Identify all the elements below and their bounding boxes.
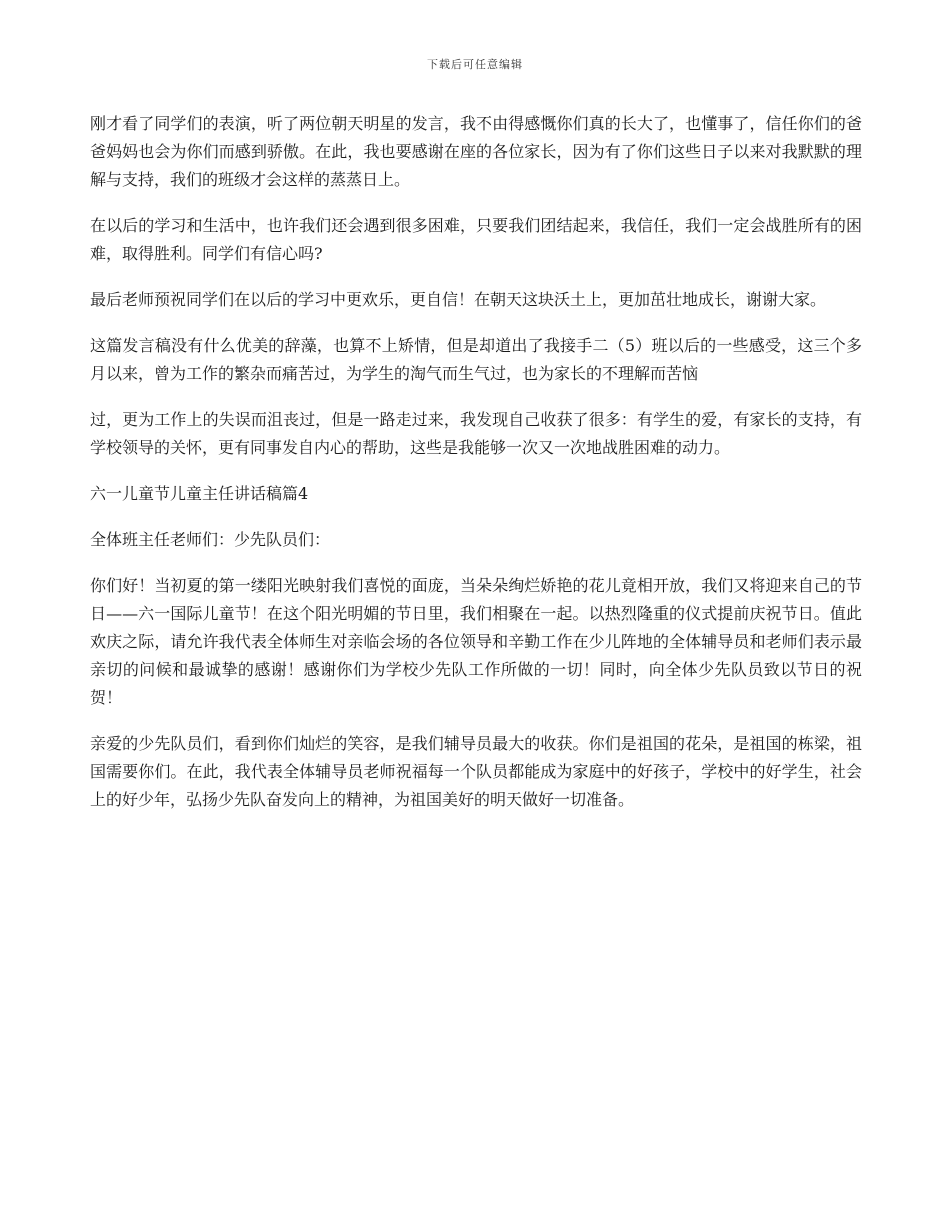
- paragraph: 过，更为工作上的失误而沮丧过，但是一路走过来，我发现自己收获了很多：有学生的爱，有家长的支持，有学校领导的关怀，更有同事发自内心的帮助，这些是我能够一次又一次地战胜困难的动力。: [90, 410, 862, 457]
- paragraph: 亲爱的少先队员们，看到你们灿烂的笑容，是我们辅导员最大的收获。你们是祖国的花朵，是祖国的栋梁，祖国需要你们。在此，我代表全体辅导员老师祝福每一个队员都能成为家庭中的好孩子，学校中的好学生，社会上的好少年，弘扬少先队奋发向上的精神，为祖国美好的明天做好一切准备。: [90, 734, 862, 809]
- paragraph: 在以后的学习和生活中，也许我们还会遇到很多困难，只要我们团结起来，我信任，我们一定会战胜所有的困难，取得胜利。同学们有信心吗?: [90, 216, 862, 263]
- paragraph: 最后老师预祝同学们在以后的学习中更欢乐，更自信！在朝天这块沃土上，更加茁壮地成长，谢谢大家。: [90, 290, 827, 309]
- salutation: 全体班主任老师们：少先队员们：: [90, 530, 331, 549]
- paragraph: 你们好！当初夏的第一缕阳光映射我们喜悦的面庞，当朵朵绚烂娇艳的花儿竟相开放，我们又将迎来自己的节日——六一国际儿童节！在这个阳光明媚的节日里，我们相聚在一起。以热烈隆重的仪式提前庆祝节日。值此欢庆之际，请允许我代表全体师生对亲临会场的各位领导和辛勤工作在少儿阵地的全体辅导员和老师们表示最亲切的问候和最诚挚的感谢！感谢你们为学校少先队工作所做的一切！同时，向全体少先队员致以节日的祝贺！: [90, 576, 862, 707]
- document-body: [90, 110, 862, 832]
- paragraph: 刚才看了同学们的表演，听了两位朝天明星的发言，我不由得感慨你们真的长大了，也懂事了，信任你们的爸爸妈妈也会为你们而感到骄傲。在此，我也要感谢在座的各位家长，因为有了你们这些日子以来对我默默的理解与支持，我们的班级才会这样的蒸蒸日上。: [90, 114, 862, 189]
- section-heading: 六一儿童节儿童主任讲话稿篇4: [90, 484, 309, 503]
- paragraph: 这篇发言稿没有什么优美的辞藻，也算不上矫情，但是却道出了我接手二（5）班以后的一些感受，这三个多月以来，曾为工作的繁杂而痛苦过，为学生的淘气而生气过，也为家长的不理解而苦恼: [90, 336, 862, 383]
- page-header: 下载后可任意编辑: [427, 58, 523, 71]
